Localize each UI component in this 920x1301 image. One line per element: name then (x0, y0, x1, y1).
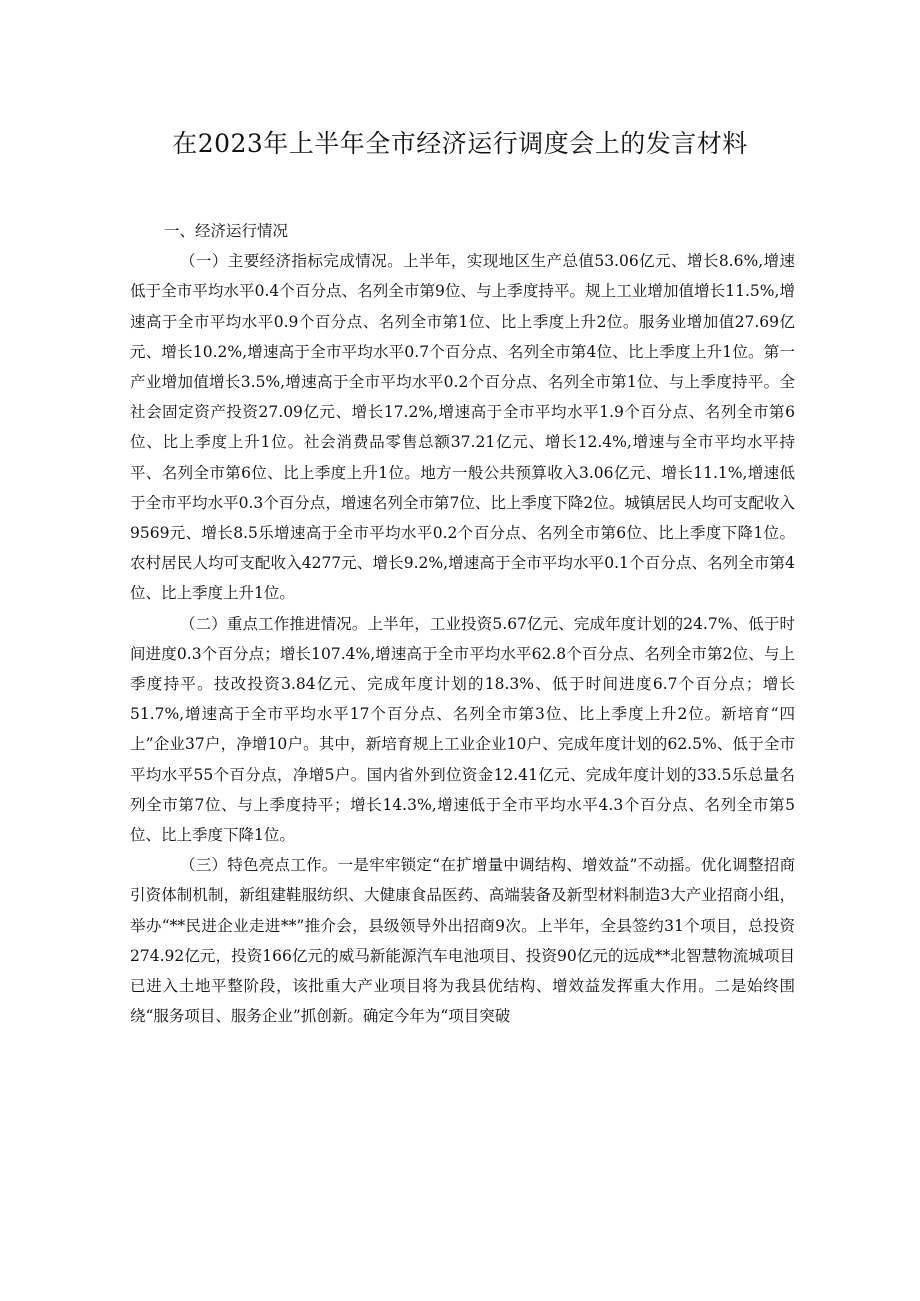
document-title: 在2023年上半年全市经济运行调度会上的发言材料 (172, 129, 748, 158)
section-heading: 一、经济运行情况 (164, 222, 289, 240)
paragraph-main-indicators: （一）主要经济指标完成情况。上半年，实现地区生产总值53.06亿元、增长8.6%,增速低于全市平均水平0.4个百分点、名列全市第9位、与上季度持平。规上工业增加值增长11.5%,增速高于全市平均水平0.9个百分点、名列全市第1位、比上季度上升2位。服务业增加值27.69亿元、增长10.2%,增速高于全市平均水平0.7个百分点、名列全市第4位、比上季度上升1位。第一产业增加值增长3.5%,增速高于全市平均水平0.2个百分点、名列全市第1位、与上季度持平。全社会固定资产投资27.09亿元、增长17.2%,增速高于全市平均水平1.9个百分点、名列全市第6位、比上季度上升1位。社会消费品零售总额37.21亿元、增长12.4%,增速与全市平均水平持平、名列全市第6位、比上季度上升1位。地方一般公共预算收入3.06亿元、增长11.1%,增速低于全市平均水平0.3个百分点，增速名列全市第7位、比上季度下降2位。城镇居民人均可支配收入9569元、增长8.5乐增速高于全市平均水平0.2个百分点、名列全市第6位、比上季度下降1位。农村居民人均可支配收入4277元、增长9.2%,增速高于全市平均水平0.1个百分点、名列全市第4位、比上季度上升1位。 (130, 252, 795, 603)
paragraph-highlight-work: （三）特色亮点工作。一是牢牢锁定“在扩增量中调结构、增效益”不动摇。优化调整招商引资体制机制，新组建鞋服纺织、大健康食品医药、高端装备及新型材料制造3大产业招商小组，举办“**民进企业走进**”推介会，县级领导外出招商9次。上半年，全县签约31个项目，总投资274.92亿元，投资166亿元的威马新能源汽车电池项目、投资90亿元的远成**北智慧物流城项目已进入土地平整阶段，该批重大产业项目将为我县优结构、增效益发挥重大作用。二是始终围绕“服务项目、服务企业”抓创新。确定今年为“项目突破 (130, 856, 795, 1026)
document-body (130, 216, 795, 1031)
paragraph-key-work-progress: （二）重点工作推进情况。上半年，工业投资5.67亿元、完成年度计划的24.7%、低于时间进度0.3个百分点；增长107.4%,增速高于全市平均水平62.8个百分点、名列全市第2位、与上季度持平。技改投资3.84亿元、完成年度计划的18.3%、低于时间进度6.7个百分点；增长51.7%,增速高于全市平均水平17个百分点、名列全市第3位、比上季度上升2位。新培育“四上”企业37户，净增10户。其中，新培育规上工业企业10户、完成年度计划的62.5%、低于全市平均水平55个百分点，净增5户。国内省外到位资金12.41亿元、完成年度计划的33.5乐总量名列全市第7位、与上季度持平；增长14.3%,增速低于全市平均水平4.3个百分点、名列全市第5位、比上季度下降1位。 (130, 614, 795, 845)
